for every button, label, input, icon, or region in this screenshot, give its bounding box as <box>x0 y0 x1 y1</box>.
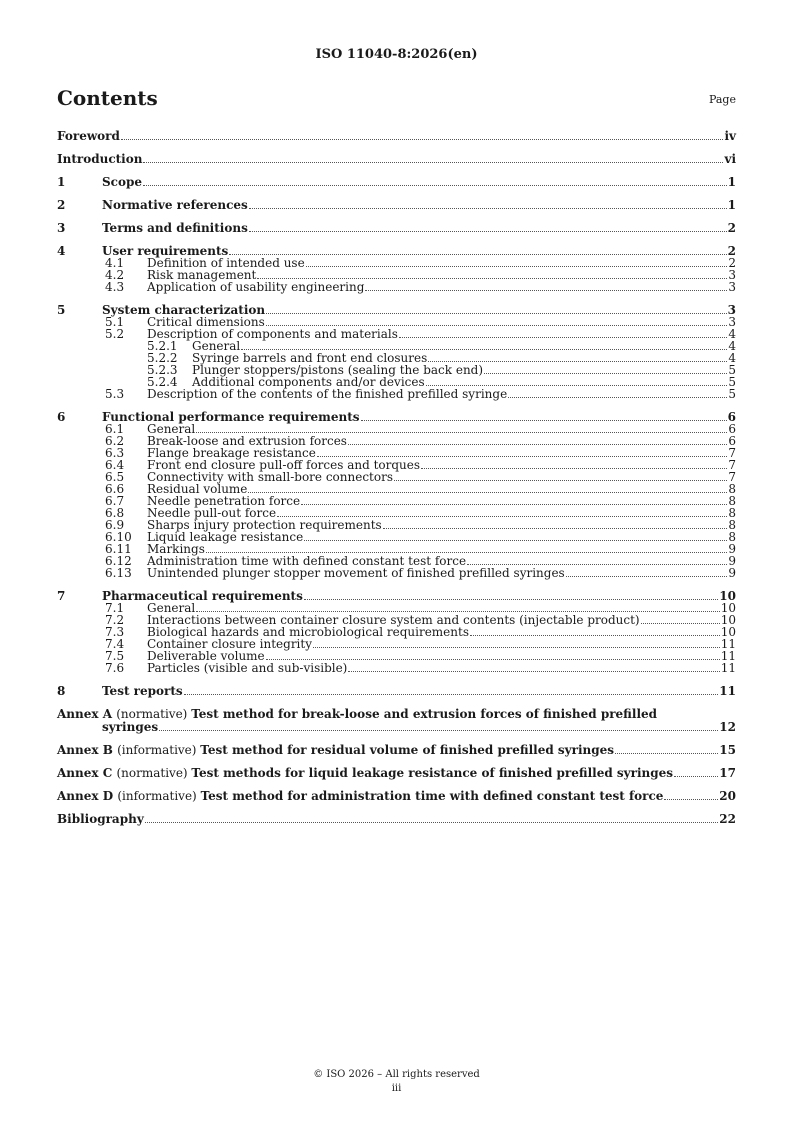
toc-number: 7.5 <box>105 649 125 663</box>
toc-title: Description of components and materials <box>147 327 398 341</box>
toc-title: Interactions between container closure system and contents (injectable product) <box>147 613 640 627</box>
toc-page-number: 4 <box>728 339 736 353</box>
toc-page-number: 5 <box>728 375 736 389</box>
toc-page-number: 10 <box>719 589 736 603</box>
dot-leader <box>615 752 718 754</box>
toc-number: 7 <box>57 589 66 603</box>
dot-leader <box>467 563 727 565</box>
toc-title: Syringe barrels and front end closures <box>192 351 428 365</box>
toc-page-number: 6 <box>728 434 736 448</box>
annex-title: Test method for administration time with defined constant test force <box>200 789 664 803</box>
toc-page-number: 3 <box>727 303 736 317</box>
toc-title: Critical dimensions <box>147 315 265 329</box>
toc-title: Deliverable volume <box>147 649 265 663</box>
dot-leader <box>121 138 724 140</box>
toc-title: General <box>147 422 196 436</box>
toc-entry[interactable] <box>57 153 736 165</box>
toc-title: System characterization <box>102 303 266 317</box>
toc-number: 6.12 <box>105 554 132 568</box>
toc-title: Additional components and/or devices <box>192 375 425 389</box>
annex-label: Annex A <box>57 707 113 721</box>
toc-page-number: 15 <box>719 743 736 757</box>
toc-number: 4.1 <box>105 256 125 270</box>
dot-leader <box>508 396 727 398</box>
toc-entry[interactable] <box>57 176 736 188</box>
toc-number: 1 <box>57 175 66 189</box>
toc-number: 4 <box>57 244 66 258</box>
toc-entry[interactable] <box>57 685 736 697</box>
toc-number: 6.1 <box>105 422 125 436</box>
toc-number: 8 <box>57 684 66 698</box>
toc-page-number: 4 <box>728 351 736 365</box>
toc-title: Description of the contents of the finished prefilled syringe <box>147 387 508 401</box>
toc-title: General <box>192 339 241 353</box>
toc-number: 4.2 <box>105 268 125 282</box>
toc-title: Particles (visible and sub-visible) <box>147 661 348 675</box>
toc-page-number: 9 <box>728 566 736 580</box>
dot-leader <box>301 503 727 505</box>
toc-number: 5.2.2 <box>147 351 178 365</box>
toc-title: Container closure integrity <box>147 637 312 651</box>
toc-title: Connectivity with small-bore connectors <box>147 470 393 484</box>
toc-page-number: 3 <box>728 315 736 329</box>
toc-page-number: 4 <box>728 327 736 341</box>
toc-number: 6 <box>57 410 66 424</box>
toc-number: 5.2.3 <box>147 363 178 377</box>
toc-number: 6.9 <box>105 518 125 532</box>
toc-number: 6.2 <box>105 434 125 448</box>
dot-leader <box>248 491 727 493</box>
annex-title: Test methods for liquid leakage resistance of finished prefilled syringes <box>191 766 674 780</box>
dot-leader <box>143 161 723 163</box>
dot-leader <box>249 207 727 209</box>
dot-leader <box>470 634 720 636</box>
contents-heading: Contents <box>57 86 158 110</box>
toc-page-number: 11 <box>720 637 736 651</box>
toc-number: 6.7 <box>105 494 125 508</box>
toc-page-number: 1 <box>727 175 736 189</box>
dot-leader <box>266 658 720 660</box>
toc-title: Break-loose and extrusion forces <box>147 434 347 448</box>
toc-page-number: 5 <box>728 387 736 401</box>
toc-number: 5.3 <box>105 387 125 401</box>
toc-number: 6.11 <box>105 542 132 556</box>
dot-leader <box>566 575 728 577</box>
toc-title: Terms and definitions <box>102 221 248 235</box>
toc-page-number: 8 <box>728 530 736 544</box>
toc-entry[interactable] <box>57 744 736 756</box>
toc-page-number: 11 <box>720 649 736 663</box>
annex-label: Annex B <box>57 743 113 757</box>
toc-title: Plunger stoppers/pistons (sealing the back end) <box>192 363 484 377</box>
dot-leader <box>426 384 728 386</box>
toc-number: 5 <box>57 303 66 317</box>
toc-number: 5.1 <box>105 315 125 329</box>
toc-entry[interactable] <box>57 767 736 779</box>
dot-leader <box>229 253 726 255</box>
dot-leader <box>266 324 728 326</box>
toc-number: 6.8 <box>105 506 125 520</box>
toc-number: 5.2.4 <box>147 375 178 389</box>
toc-page-number: 11 <box>720 661 736 675</box>
toc-page-number: 6 <box>727 410 736 424</box>
toc-page-number: 8 <box>728 506 736 520</box>
toc-entry[interactable] <box>57 199 736 211</box>
document-id-header: ISO 11040-8:2026(en) <box>315 47 478 62</box>
toc-page-number: 2 <box>727 244 736 258</box>
dot-leader <box>641 622 720 624</box>
toc-page-number: 5 <box>728 363 736 377</box>
toc-entry[interactable] <box>57 813 736 825</box>
toc-title: Needle pull-out force <box>147 506 277 520</box>
toc-title: User requirements <box>102 244 229 258</box>
dot-leader <box>317 455 727 457</box>
toc-entry[interactable] <box>57 281 736 293</box>
toc-title: Administration time with defined constant test force <box>147 554 467 568</box>
toc-entry[interactable] <box>57 130 736 142</box>
toc-page-number: 7 <box>728 458 736 472</box>
toc-page-number: vi <box>724 152 736 166</box>
toc-number: 7.3 <box>105 625 125 639</box>
copyright-notice: © ISO 2026 – All rights reserved <box>313 1069 480 1080</box>
annex-type: (informative) <box>117 789 201 803</box>
dot-leader <box>348 443 727 445</box>
toc-number: 6.3 <box>105 446 125 460</box>
table-of-contents <box>57 130 736 825</box>
toc-title: Introduction <box>57 152 143 166</box>
toc-title: Definition of intended use <box>147 256 305 270</box>
toc-number: 5.2.1 <box>147 339 178 353</box>
toc-annex-label <box>57 708 657 720</box>
annex-title: Test method for break-loose and extrusion forces of finished prefilled <box>191 707 658 721</box>
toc-title: Front end closure pull-off forces and torques <box>147 458 421 472</box>
annex-type: (informative) <box>117 743 201 757</box>
toc-page-number: 1 <box>727 198 736 212</box>
toc-title: Pharmaceutical requirements <box>102 589 303 603</box>
toc-page-number: 10 <box>720 625 736 639</box>
toc-number: 5.2 <box>105 327 125 341</box>
toc-title: Scope <box>102 175 143 189</box>
toc-number: 3 <box>57 221 66 235</box>
dot-leader <box>365 289 727 291</box>
toc-number: 6.5 <box>105 470 125 484</box>
toc-page-number: 6 <box>728 422 736 436</box>
toc-title: Residual volume <box>147 482 248 496</box>
dot-leader <box>664 798 718 800</box>
dot-leader <box>484 372 727 374</box>
toc-page-number: 10 <box>720 613 736 627</box>
toc-entry[interactable] <box>57 222 736 234</box>
dot-leader <box>361 419 727 421</box>
toc-number: 7.2 <box>105 613 125 627</box>
dot-leader <box>241 348 727 350</box>
dot-leader <box>313 646 720 648</box>
dot-leader <box>304 598 718 600</box>
toc-entry[interactable] <box>57 567 736 579</box>
dot-leader <box>428 360 727 362</box>
toc-title: Biological hazards and microbiological requirements <box>147 625 469 639</box>
toc-number: 6.13 <box>105 566 132 580</box>
toc-number: 4.3 <box>105 280 125 294</box>
annex-title: Test method for residual volume of finished prefilled syringes <box>200 743 615 757</box>
dot-leader <box>145 821 719 823</box>
toc-page-number: 20 <box>719 789 736 803</box>
dot-leader <box>206 551 728 553</box>
annex-type: (normative) <box>116 707 192 721</box>
toc-page-number: 9 <box>728 542 736 556</box>
toc-entry[interactable] <box>57 708 736 720</box>
dot-leader <box>394 479 727 481</box>
toc-number: 6.4 <box>105 458 125 472</box>
annex-title-continued: syringes <box>102 720 159 734</box>
toc-page-number: 7 <box>728 446 736 460</box>
toc-page-number: 7 <box>728 470 736 484</box>
toc-title: Liquid leakage resistance <box>147 530 304 544</box>
toc-title: Foreword <box>57 129 120 143</box>
toc-title: Risk management <box>147 268 257 282</box>
toc-page-number: 2 <box>728 256 736 270</box>
annex-type: (normative) <box>116 766 192 780</box>
dot-leader <box>421 467 727 469</box>
page-number: iii <box>391 1083 402 1094</box>
toc-entry-continuation[interactable] <box>57 721 736 733</box>
toc-title: General <box>147 601 196 615</box>
toc-title: Unintended plunger stopper movement of finished prefilled syringes <box>147 566 565 580</box>
page-column-label: Page <box>708 93 736 106</box>
toc-title: Test reports <box>102 684 183 698</box>
toc-annex-label <box>57 790 663 802</box>
toc-page-number: 17 <box>719 766 736 780</box>
toc-page-number: 12 <box>719 720 736 734</box>
toc-annex-label <box>57 767 673 779</box>
toc-title: Needle penetration force <box>147 494 301 508</box>
dot-leader <box>277 515 727 517</box>
dot-leader <box>257 277 727 279</box>
dot-leader <box>304 539 727 541</box>
toc-page-number: 8 <box>728 518 736 532</box>
dot-leader <box>184 693 719 695</box>
toc-page-number: iv <box>724 129 736 143</box>
toc-number: 7.6 <box>105 661 125 675</box>
toc-page-number: 10 <box>720 601 736 615</box>
dot-leader <box>383 527 728 529</box>
toc-number: 6.10 <box>105 530 132 544</box>
toc-page-number: 11 <box>719 684 736 698</box>
toc-number: 2 <box>57 198 66 212</box>
toc-title: Application of usability engineering <box>147 280 365 294</box>
toc-page-number: 8 <box>728 494 736 508</box>
dot-leader <box>159 729 718 731</box>
dot-leader <box>196 431 727 433</box>
dot-leader <box>266 312 727 314</box>
dot-leader <box>674 775 718 777</box>
toc-title: Markings <box>147 542 205 556</box>
toc-page-number: 8 <box>728 482 736 496</box>
page-footer <box>0 1068 793 1096</box>
toc-title: Sharps injury protection requirements <box>147 518 382 532</box>
toc-entry[interactable] <box>57 790 736 802</box>
toc-page-number: 2 <box>727 221 736 235</box>
toc-entry[interactable] <box>57 388 736 400</box>
annex-label: Annex D <box>57 789 114 803</box>
toc-page-number: 3 <box>728 280 736 294</box>
dot-leader <box>249 230 727 232</box>
toc-number: 7.4 <box>105 637 125 651</box>
toc-title: Flange breakage resistance <box>147 446 316 460</box>
dot-leader <box>143 184 727 186</box>
annex-label: Annex C <box>57 766 113 780</box>
dot-leader <box>348 670 719 672</box>
toc-page-number: 9 <box>728 554 736 568</box>
toc-title: Bibliography <box>57 812 144 826</box>
toc-title: Functional performance requirements <box>102 410 360 424</box>
toc-number: 6.6 <box>105 482 125 496</box>
toc-annex-label <box>57 744 614 756</box>
dot-leader <box>306 265 728 267</box>
toc-entry[interactable] <box>57 662 736 674</box>
toc-page-number: 3 <box>728 268 736 282</box>
dot-leader <box>196 610 719 612</box>
toc-page-number: 22 <box>719 812 736 826</box>
toc-title: Normative references <box>102 198 248 212</box>
toc-number: 7.1 <box>105 601 125 615</box>
dot-leader <box>399 336 727 338</box>
